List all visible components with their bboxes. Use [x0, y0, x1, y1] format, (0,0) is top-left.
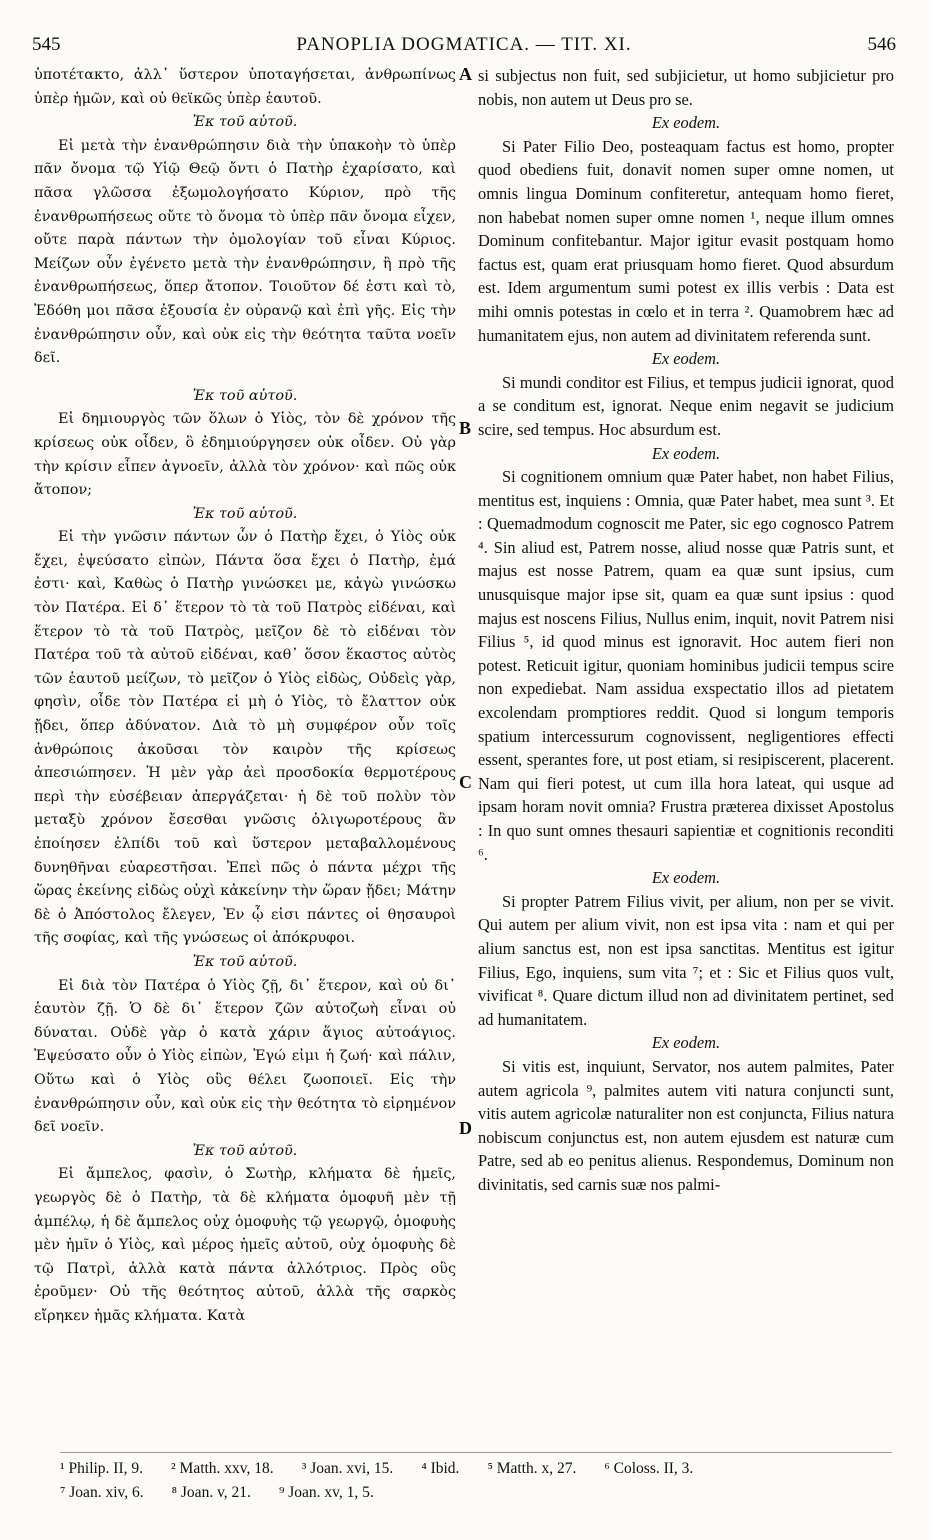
footnote: ⁸ Joan. v, 21. [171, 1484, 251, 1501]
paragraph: Si cognitionem omnium quæ Pater habet, non habet Filius, mentitus est, inquiens : Omnia, quæ Pater habet, mea sunt ³. Et : Quemadmodum cognoscit me Pater, sic ego cognosco Patrem ⁴. Sin aliud est, Patrem nosse, aliud nosse quæ Patris sunt, et majus est nosse Patrem, quam ea quæ sunt ipsius, cum unusquisque major ipse sit, quam ea quæ sunt ipsius : quod majus est noscens Filius, Nullus enim, inquit, novit Patrem nisi Filius ⁵, id quod minus est ignoravit. Hoc autem fieri non potest. Reticuit igitur, quoniam hominibus judicii tempus scire non expediebat. Nam assidua exspectatio illos ad pietatem excolendam promptiores reddit. Quod si longum temporis spatium intercessurum cognovissent, negligentiores effecti essent, sperantes fore, ut post etiam, si resipiscerent, placerent. Nam qui fieri potest, ut cum illa hora lateat, qui usque ad ipsam horam novit omnia? Frustra præterea dixisset Apostolus : In quo sunt omnes thesauri sapientiæ et cognitionis reconditi ⁶. [478, 467, 894, 864]
section-heading: Ἐκ τοῦ αὐτοῦ. [192, 114, 298, 131]
section-heading: Ex eodem. [651, 868, 721, 888]
paragraph: Εἰ τὴν γνῶσιν πάντων ὧν ὁ Πατὴρ ἔχει, ὁ Υἱὸς οὐκ ἔχει, ἐψεύσατο εἰπὼν, Πάντα ὅσα ἔχει ὁ Πατὴρ, ἐμά ἐστι· καὶ, Καθὼς ὁ Πατὴρ γινώσκει με, κἀγὼ γινώσκω τὸν Πατέρα. Εἰ δ᾽ ἕτερον τὸ τὰ τοῦ Πατρὸς εἰδέναι, καὶ ἕτερον τὸ τὰ τοῦ Πατρὸς, μεῖζον δὲ τὸ εἰδέναι τὸν Πατέρα τοῦ τὰ αὐτοῦ εἰδέναι, καθ᾽ ὅσον ἕκαστος αὐτὸς τῶν ἑαυτοῦ μείζων, τὸ μεῖζον ὁ Υἱὸς εἰδὼς, Οὐδεὶς γὰρ, φησὶν, οἶδε τὸν Πατέρα εἰ μὴ ὁ Υἱὸς, τὸ ἔλαττον οὐκ ᾔδει, ὅπερ ἀδύνατον. Διὰ τὸ μὴ συμφέρον οὖν τοῖς ἀνθρώποις ἀκοῦσαι τὸν καιρὸν τῆς κρίσεως ἀπεσιώπησεν. Ἡ μὲν γὰρ ἀεὶ προσδοκία θερμοτέρους περὶ τὴν εὐσέβειαν ἀπεργάζεται· ἡ δὲ τοῦ πολὺν τὸν μεταξὺ χρόνον ἔσεσθαι γνῶσις ὀλιγωροτέρους ἂν ἐποίησεν ἐλπίδι τοῦ καὶ ὕστερον μεταβαλλομένους δυνηθῆναι εὐαρεστῆσαι. Ἐπεὶ πῶς ὁ πάντα μέχρι τῆς ὥρας ἐκείνης εἰδὼς οὐχὶ κἀκείνην τὴν ὥραν ᾔδει; Μάτην δὲ ὁ Ἀπόστολος ἔλεγεν, Ἐν ᾧ εἰσι πάντες οἱ θησαυροὶ τῆς σοφίας, καὶ τῆς γνώσεως οἱ ἀπόκρυφοι. [34, 529, 456, 947]
running-title: PANOPLIA DOGMATICA. — TIT. XI. [296, 34, 632, 55]
margin-marker-d: D [459, 1118, 472, 1138]
section-heading: Ex eodem. [651, 443, 721, 463]
latin-column [478, 64, 894, 1424]
section-heading: Ἐκ τοῦ αὐτοῦ. [192, 387, 298, 404]
section-heading: Ex eodem. [651, 349, 721, 369]
footnote: ² Matth. xxv, 18. [171, 1460, 274, 1477]
page-number-right: 546 [867, 34, 896, 55]
paragraph: ὑποτέτακτο, ἀλλ᾽ ὕστερον ὑποταγήσεται, ἀνθρωπίνως ὑπὲρ ἡμῶν, καὶ οὐ θεϊκῶς ὑπὲρ ἑαυτοῦ. [34, 67, 456, 107]
paragraph: Si Pater Filio Deo, posteaquam factus est homo, propter quod obediens fuit, donavit nomen super omne nomen, ut omnis lingua Dominum confiteretur, antequam homo fieret, non habebat nomen super omne nomen ¹, neque illum omnes Dominum confitebantur. Major igitur evasit postquam homo factus est, quam erat priusquam homo fieret. Quod absurdum est. Idem argumentum sumi potest ex illis verbis : Data est mihi omnis potestas in cœlo et in terra ². Quamobrem hæc ad humanitatem ejus, non autem ad divinitatem referenda sunt. [478, 136, 894, 345]
margin-marker-c: C [459, 772, 472, 792]
footnotes [60, 1452, 892, 1505]
section-heading: Ἐκ τοῦ αὐτοῦ. [192, 953, 298, 970]
page-number-left: 545 [32, 34, 61, 55]
running-header [32, 34, 896, 62]
paragraph: Εἰ διὰ τὸν Πατέρα ὁ Υἱὸς ζῇ, δι᾽ ἕτερον, καὶ οὐ δι᾽ ἑαυτὸν ζῇ. Ὁ δὲ δι᾽ ἕτερον ζῶν αὐτοζωὴ εἶναι οὐ δύναται. Οὐδὲ γὰρ ὁ κατὰ χάριν ἅγιος αὐτοάγιος. Ἐψεύσατο οὖν ὁ Υἱὸς εἰπὼν, Ἐγώ εἰμι ἡ ζωή· καὶ πάλιν, Οὕτω καὶ ὁ Υἱὸς οὓς θέλει ζωοποιεῖ. Εἰς τὴν ἐνανθρώπησιν οὖν, καὶ οὐκ εἰς τὴν θεότητα τὸ εἰρημένον δεῖ νοεῖν. [34, 977, 456, 1136]
paragraph: Si mundi conditor est Filius, et tempus judicii ignorat, quod a se conditum est, ignorat. Neque enim negavit se judicium scire, sed tempus. Hoc absurdum est. [478, 372, 894, 439]
footnote-line-1 [60, 1457, 892, 1481]
section-heading: Ex eodem. [651, 1033, 721, 1053]
paragraph: si subjectus non fuit, sed subjicietur, ut homo subjicietur pro nobis, non autem ut Deus pro se. [478, 66, 894, 109]
paragraph: Εἰ ἄμπελος, φασὶν, ὁ Σωτὴρ, κλήματα δὲ ἡμεῖς, γεωργὸς δὲ ὁ Πατὴρ, τὰ δὲ κλήματα ὁμοφυῆ μὲν τῇ ἀμπέλῳ, ἡ δὲ ἄμπελος οὐχ ὁμοφυὴς τῷ γεωργῷ, ὁμοφυὴς μὲν ἡμῖν ὁ Υἱὸς, καὶ μέρος ἡμεῖς αὐτοῦ, οὐχ ὁμοφυὴς δὲ τῷ Πατρὶ, ἀλλὰ κατὰ πάντα ἀλλότριος. Πρὸς οὓς ἐροῦμεν· Οὐ τῆς θεότητος αὐτοῦ, ἀλλὰ τῆς σαρκὸς εἴρηκεν ἡμᾶς κλήματα. Κατὰ [34, 1166, 456, 1324]
margin-marker-b: B [459, 418, 472, 438]
paragraph: Εἰ μετὰ τὴν ἐνανθρώπησιν διὰ τὴν ὑπακοὴν τὸ ὑπὲρ πᾶν ὄνομα τῷ Υἱῷ Θεῷ ὄντι ὁ Πατὴρ ἐχαρίσατο, καὶ πᾶσα γλῶσσα ἐξωμολογήσατο Κύριον, πρὸ τῆς ἐνανθρωπήσεως οὔτε τὸ ὄνομα τὸ ὑπὲρ πᾶν ὄνομα εἶχεν, οὔτε παρὰ πάντων τὴν ὁμολογίαν τοῦ εἶναι Κύριος. Μείζων οὖν ἐγένετο μετὰ τὴν ἐνανθρώπησιν, ἢ πρὸ τῆς ἐνανθρωπήσεως, ὅπερ ἄτοπον. Τοιοῦτον δέ ἐστι καὶ τὸ, Ἐδόθη μοι πᾶσα ἐξουσία ἐν οὐρανῷ καὶ ἐπὶ γῆς. Εἰς τὴν ἐνανθρώπησιν οὖν, καὶ οὐκ εἰς τὴν θεότητα ταῦτα νοεῖν δεῖ. [34, 137, 456, 367]
footnote-line-2 [60, 1481, 892, 1505]
section-heading: Ἐκ τοῦ αὐτοῦ. [192, 1142, 298, 1159]
footnote: ³ Joan. xvi, 15. [301, 1460, 394, 1477]
section-heading: Ἐκ τοῦ αὐτοῦ. [192, 505, 298, 522]
paragraph: Εἰ δημιουργὸς τῶν ὅλων ὁ Υἱὸς, τὸν δὲ χρόνον τῆς κρίσεως οὐκ οἶδεν, ὃ ἐδημιούργησεν οὐκ οἶδεν. Οὐ γὰρ τὴν κρίσιν εἶπεν ἀγνοεῖν, ἀλλὰ τὸν χρόνον· καὶ πῶς οὐκ ἄτοπον; [34, 411, 456, 499]
paragraph: Si propter Patrem Filius vivit, per alium, non per se vivit. Qui autem per alium vivit, non est ipsa vita : nam et qui per alium sanctus est, non est ipsa sanctitas. Mentitus est igitur Filius, Ego, inquiens, sum vita ⁷; et : Sic et Filius quos vult, vivificat ⁸. Quare dictum illud non ad divinitatem pertinet, sed ad humanitatem. [478, 891, 894, 1029]
paragraph: Si vitis est, inquiunt, Servator, nos autem palmites, Pater autem agricola ⁹, palmites autem viti natura conjuncti sunt, vitis autem agricolæ naturaliter non est conjuncta, Filius natura nobiscum conjunctus est, non autem ejusdem est naturæ cum Patre, sed ab eo penitus alienus. Respondemus, Dominum non divinitatis, sed carnis suæ nos palmi- [478, 1056, 894, 1194]
greek-column [34, 64, 456, 1424]
footnote: ⁴ Ibid. [421, 1460, 460, 1477]
section-heading: Ex eodem. [651, 113, 721, 133]
footnote: ⁹ Joan. xv, 1, 5. [278, 1484, 374, 1501]
footnote: ¹ Philip. II, 9. [60, 1460, 144, 1477]
footnote: ⁶ Coloss. II, 3. [604, 1460, 694, 1477]
margin-marker-a: A [459, 64, 472, 84]
footnote: ⁵ Matth. x, 27. [487, 1460, 577, 1477]
footnote: ⁷ Joan. xiv, 6. [60, 1484, 144, 1501]
